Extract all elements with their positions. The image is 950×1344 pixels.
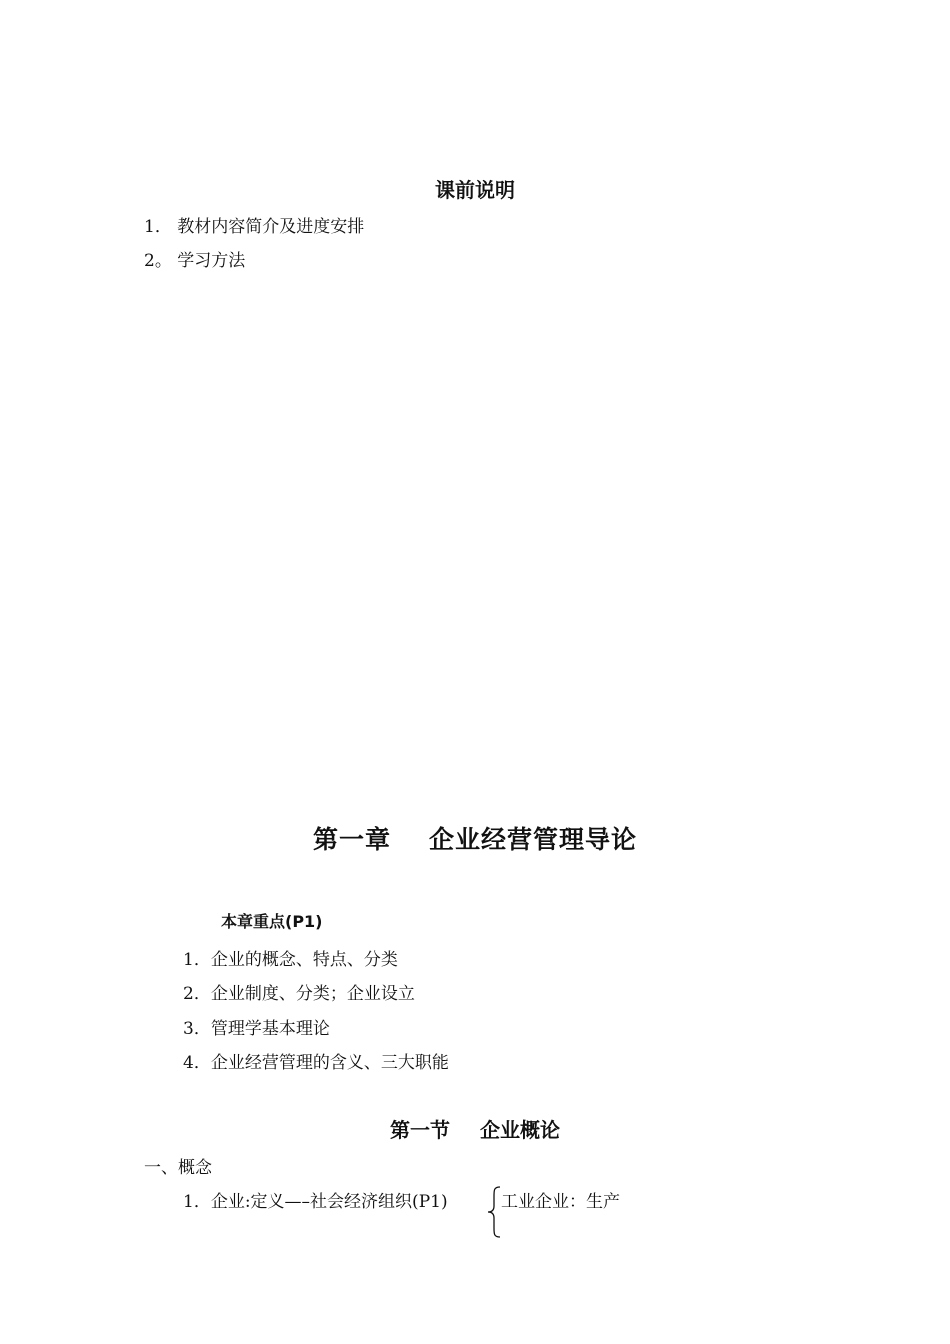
- key-point-4-number: 4．: [183, 1053, 211, 1073]
- key-point-4-text: 企业经营管理的含义、三大职能: [210, 1053, 449, 1073]
- concept-item-1-number: 1．: [183, 1192, 211, 1212]
- key-point-1-text: 企业的概念、特点、分类: [210, 950, 398, 970]
- key-points-heading: 本章重点(P1): [221, 912, 323, 931]
- key-point-3-text: 管理学基本理论: [210, 1019, 330, 1039]
- preface-item-1: [144, 212, 364, 237]
- chapter-title: [0, 820, 950, 856]
- preface-item-2: [144, 246, 245, 271]
- curly-brace-icon: [486, 1186, 502, 1238]
- chapter-number: 第一章: [312, 825, 391, 854]
- key-point-item-4: [183, 1048, 449, 1073]
- preface-item-1-text: 教材内容简介及进度安排: [177, 217, 365, 237]
- section-name: 企业概论: [480, 1118, 560, 1142]
- key-point-3-number: 3．: [183, 1019, 211, 1039]
- section-title: [0, 1114, 950, 1143]
- preface-item-2-number: 2。: [144, 251, 172, 271]
- concept-item-1: [183, 1187, 448, 1212]
- preface-item-2-text: 学习方法: [177, 251, 246, 271]
- chapter-name: 企业经营管理导论: [429, 825, 638, 854]
- concept-heading: 一、概念: [144, 1158, 212, 1178]
- concept-branch-industrial: 工业企业：生产: [501, 1192, 620, 1212]
- key-point-item-2: [183, 979, 415, 1004]
- section-number: 第一节: [390, 1118, 450, 1142]
- preface-item-1-number: 1．: [144, 217, 172, 237]
- key-point-2-number: 2．: [183, 984, 211, 1004]
- key-point-1-number: 1．: [183, 950, 211, 970]
- key-point-item-3: [183, 1014, 330, 1039]
- preface-title: 课前说明: [435, 178, 515, 202]
- key-point-2-text: 企业制度、分类；企业设立: [210, 984, 415, 1004]
- concept-item-1-text: 企业:定义—–社会经济组织(P1): [210, 1192, 448, 1212]
- key-point-item-1: [183, 945, 398, 970]
